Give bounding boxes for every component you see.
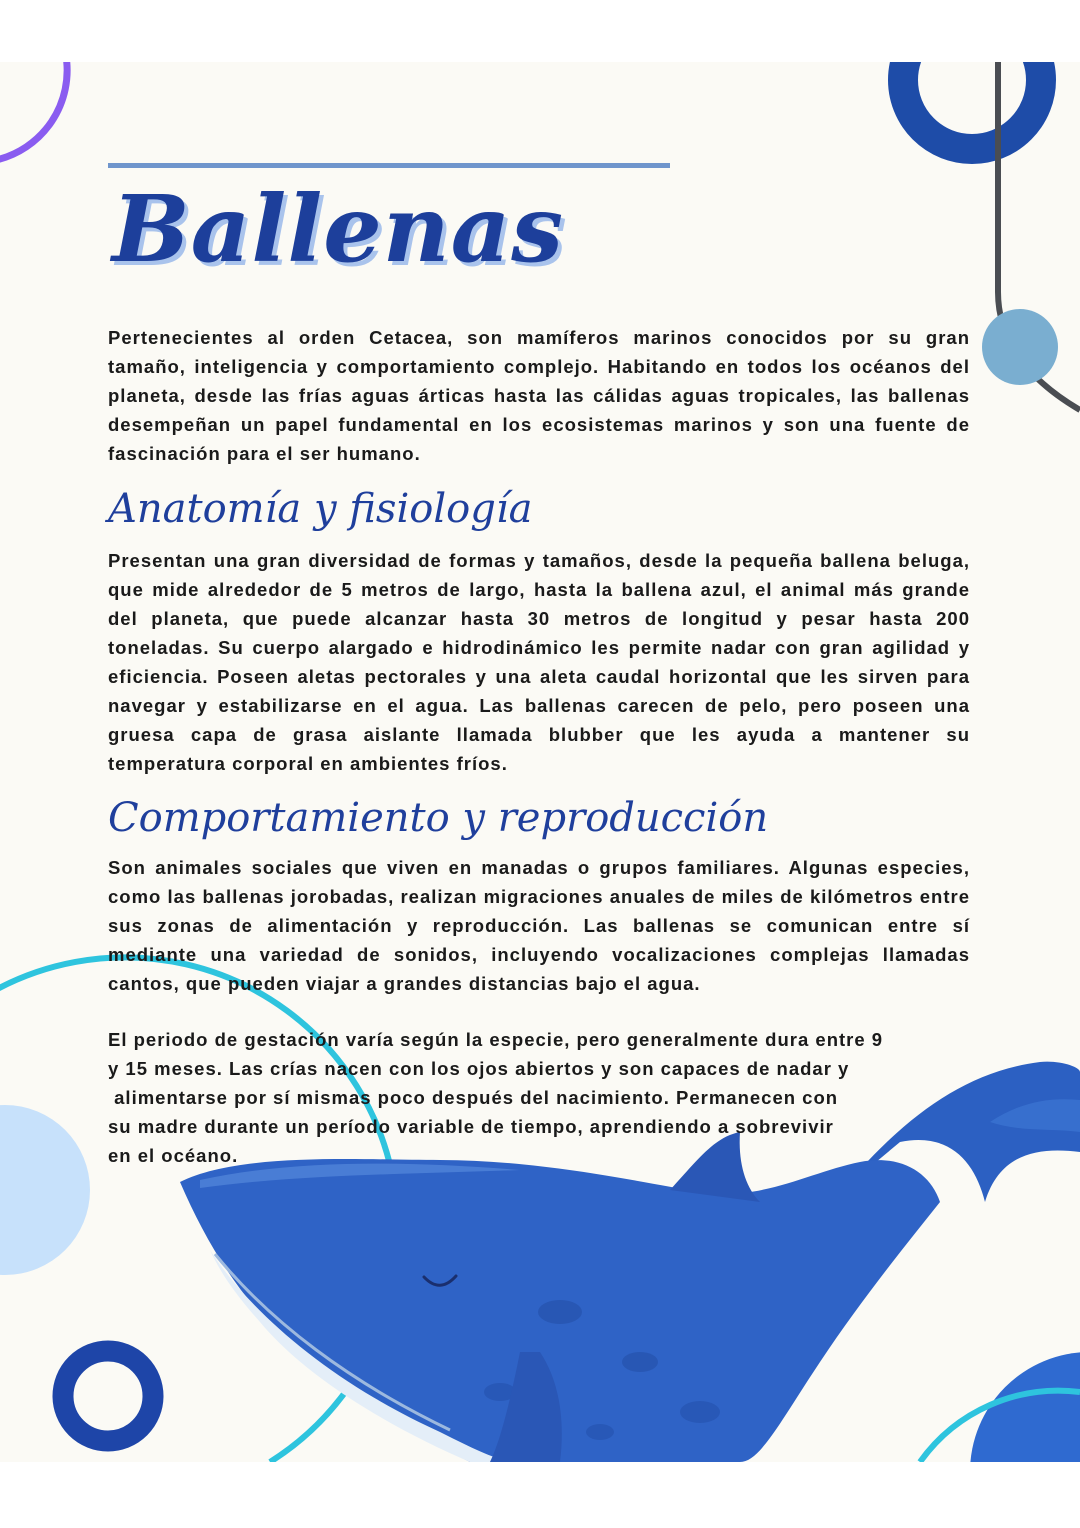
light-blue-circle [0, 1105, 90, 1275]
document-page [0, 62, 1080, 1462]
purple-arc [0, 62, 67, 160]
reproduction-line: El periodo de gestación varía según la especie, pero generalmente dura entre 9 [108, 1029, 884, 1050]
reproduction-line: en el océano. [108, 1145, 239, 1166]
section-text-behavior: Son animales sociales que viven en manadas o grupos familiares. Algunas especies, como las ballenas jorobadas, realizan migraciones anuales de miles de kilómetros entre sus zonas de alimentación y reproducción. Las ballenas se comunican entre sí mediante una variedad de sonidos, incluyendo vocalizaciones complejas llamadas cantos, que pueden viajar a grandes distancias bajo el agua. [108, 857, 970, 994]
reproduction-line: alimentarse por sí mismas poco después del nacimiento. Permanecen con [108, 1087, 839, 1108]
intro-paragraph: Pertenecientes al orden Cetacea, son mamíferos marinos conocidos por su gran tamaño, inteligencia y comportamiento complejo. Habitando en todos los océanos del planeta, desde las frías aguas árticas hasta las cálidas aguas tropicales, las ballenas desempeñan un papel fundamental en los ecosistemas marinos y son una fuente de fascinación para el ser humano. [108, 327, 970, 464]
title-rule [108, 163, 670, 168]
section-text-reproduction [108, 1025, 978, 1170]
section-heading-anatomy: Anatomía y fisiología [108, 486, 533, 532]
steel-blue-dot [982, 309, 1058, 385]
navy-ring [903, 62, 1041, 149]
section-heading-behavior: Comportamiento y reproducción [108, 795, 769, 841]
reproduction-line: y 15 meses. Las crías nacen con los ojos abiertos y son capaces de nadar y [108, 1058, 850, 1079]
section-text-anatomy: Presentan una gran diversidad de formas y tamaños, desde la pequeña ballena beluga, que mide alrededor de 5 metros de largo, hasta la ballena azul, el animal más grande del planeta, que puede alcanzar hasta 30 metros de longitud y pesar hasta 200 toneladas. Su cuerpo alargado e hidrodinámico les permite nadar con gran agilidad y eficiencia. Poseen aletas pectorales y una aleta caudal horizontal que les sirven para navegar y estabilizarse en el agua. Las ballenas carecen de pelo, pero poseen una gruesa capa de grasa aislante llamada blubber que les ayuda a mantener su temperatura corporal en ambientes fríos. [108, 550, 970, 774]
navy-small-ring [63, 1351, 153, 1441]
page-title: Ballenas [112, 175, 565, 283]
reproduction-line: su madre durante un período variable de tiempo, aprendiendo a sobrevivir [108, 1116, 834, 1137]
